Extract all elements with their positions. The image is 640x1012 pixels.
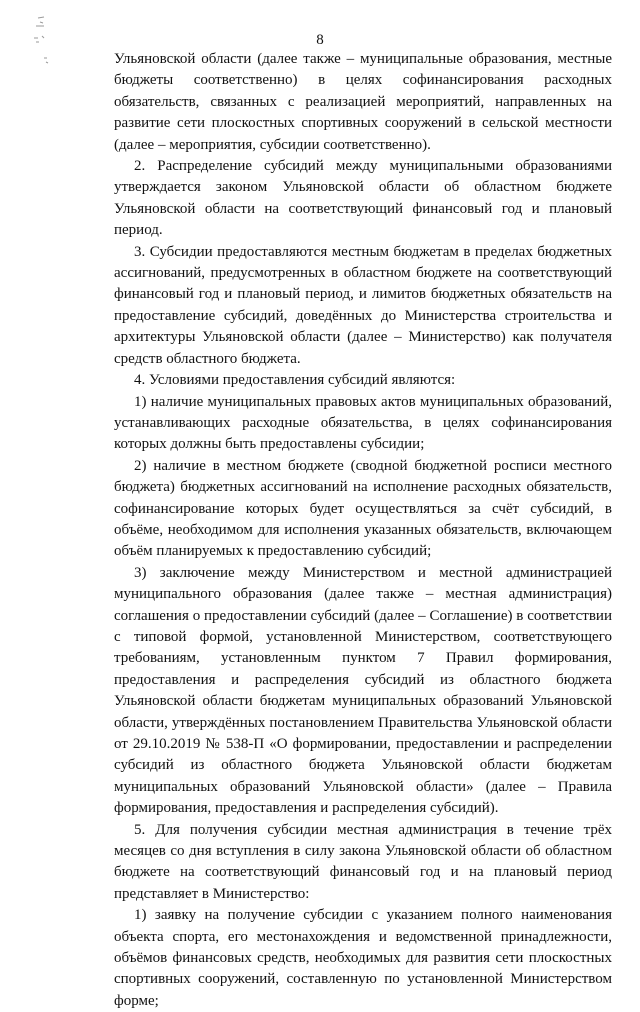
paragraph-intro-continuation: Ульяновской области (далее также – муниципальные образования, местные бюджеты соответственно) в целях софинансирования расходных обязательств, связанных с реализацией мероприятий, направленных на развитие сети плоскостных спортивных сооружений в сельской местности (далее – мероприятия, субсидии соответственно). bbox=[114, 51, 612, 153]
paragraph-5-application: 5. Для получения субсидии местная администрация в течение трёх месяцев со дня вступления в силу закона Ульяновской области об областном бюджете на соответствующий финансовый год и на плановый период представляет в Министерство: bbox=[114, 821, 612, 902]
condition-item-3: 3) заключение между Министерством и местной администрацией муниципального образования (далее также – местная администрация) соглашения о предоставлении субсидий (далее – Соглашение) в соответствии с типовой формой, установленной Министерством, соответствующего требованиям, установленным пунктом 7 Правил формирования, предоставления и распределения субсидий из областного бюджета Ульяновской области бюджетам муниципальных образований Ульяновской области, утверждённых постановлением Правительства Ульяновской области от 29.10.2019 № 538-П «О формировании, предоставлении и распределении субсидий из областного бюджета Ульяновской области бюджетам муниципальных образований Ульяновской области» (далее – Правила формирования, предоставления и распределения субсидий). bbox=[114, 564, 612, 817]
page-number: 8 bbox=[316, 32, 324, 48]
paragraph-3-provision: 3. Субсидии предоставляются местным бюджетам в пределах бюджетных ассигнований, предусмотренных в областном бюджете на соответствующий финансовый год и плановый период, и лимитов бюджетных обязательств на предоставление субсидий, доведённых до Министерства строительства и архитектуры Ульяновской области (далее – Министерство) как получателя средств областного бюджета. bbox=[114, 243, 612, 367]
document-body bbox=[114, 49, 612, 1012]
condition-item-1: 1) наличие муниципальных правовых актов муниципальных образований, устанавливающих расходные обязательства, в целях софинансирования которых должны быть предоставлены субсидии; bbox=[114, 393, 612, 453]
application-item-1: 1) заявку на получение субсидии с указанием полного наименования объекта спорта, его местонахождения и ведомственной принадлежности, объёмов финансовых средств, необходимых для развития сети плоскостных спортивных сооружений, составленную по установленной Министерством форме; bbox=[114, 907, 612, 1009]
paragraph-4-conditions: 4. Условиями предоставления субсидий являются: bbox=[134, 372, 456, 389]
paragraph-2-distribution: 2. Распределение субсидий между муниципальными образованиями утверждается законом Ульяновской области об областном бюджете Ульяновской области на соответствующий финансовый год и плановый период. bbox=[114, 158, 612, 239]
condition-item-2: 2) наличие в местном бюджете (сводной бюджетной росписи местного бюджета) бюджетных ассигнований на исполнение расходных обязательств, софинансирование которых будет осуществляться за счёт субсидий, в объёме, необходимом для исполнения указанных обязательств, включающем объём планируемых к предоставлению субсидий; bbox=[114, 457, 612, 560]
